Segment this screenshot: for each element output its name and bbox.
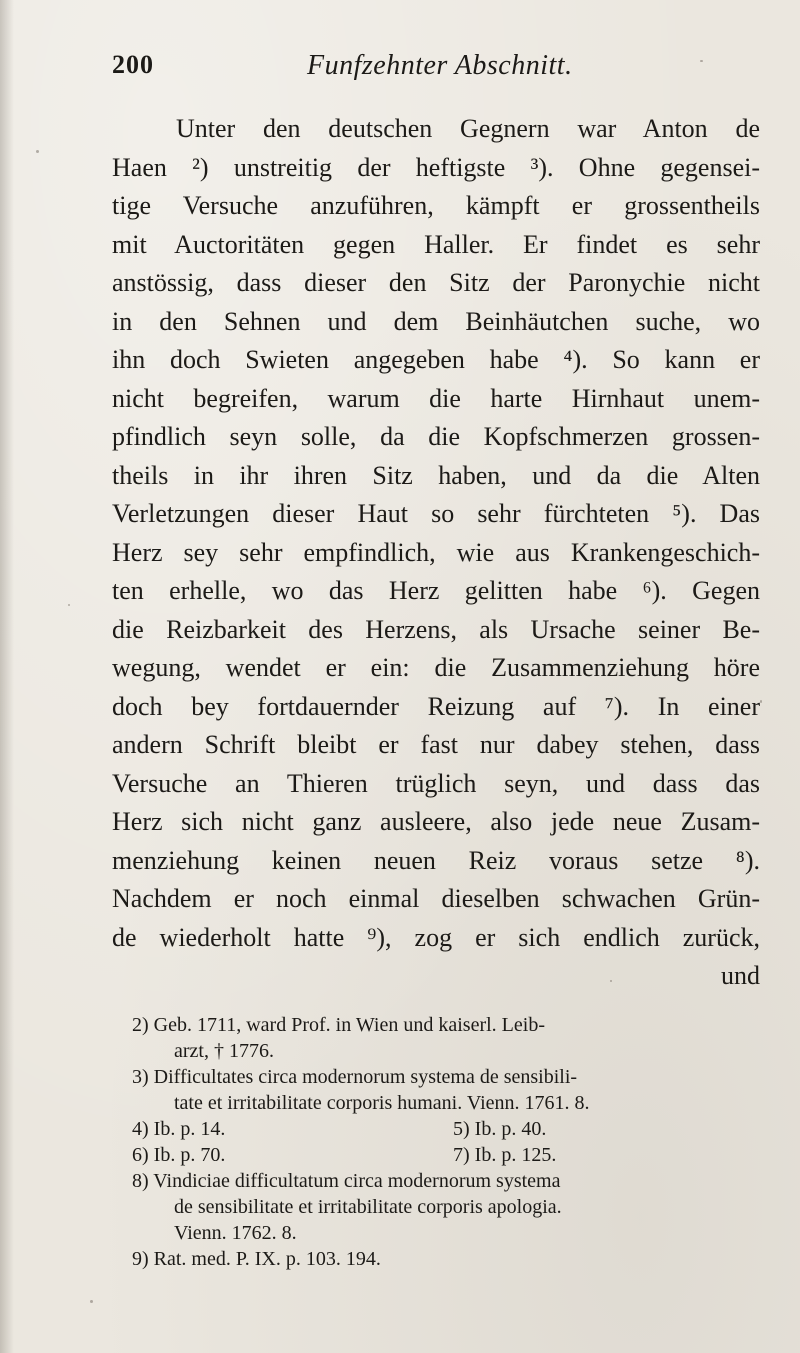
footnote-row-6-7: [118, 1142, 768, 1168]
paper-speck: [700, 60, 703, 62]
text-line: tige Versuche anzuführen, kämpft er grossentheils: [112, 191, 760, 220]
text-line: nicht begreifen, warum die harte Hirnhaut unem-: [112, 383, 760, 413]
text-line: mit Auctoritäten gegen Haller. Er findet es sehr: [112, 229, 760, 259]
running-head: Funfzehnter Abschnitt.: [307, 50, 573, 81]
text-line: Unter den deutschen Gegnern war Anton de: [176, 114, 760, 143]
text-line: Herz sich nicht ganz ausleere, also jede neue Zusam-: [112, 807, 760, 836]
paper-speck: [760, 700, 762, 703]
footnote-3-continued: tate et irritabilitate corporis humani. Vienn. 1761. 8.: [174, 1092, 590, 1114]
text-line: menziehung keinen neuen Reiz voraus setze ⁸).: [112, 845, 760, 875]
paper-speck: [36, 150, 39, 153]
footnote-8: 8) Vindiciae difficultatum circa modernorum systema: [132, 1170, 561, 1192]
catchword: und: [721, 961, 760, 990]
footnote-row-4-5: [118, 1116, 768, 1142]
text-line: Verletzungen dieser Haut so sehr fürchteten ⁵). Das: [112, 499, 760, 528]
footnote-3: 3) Difficultates circa modernorum systema de sensibili-: [132, 1066, 578, 1088]
text-line: wegung, wendet er ein: die Zusammenziehung höre: [112, 653, 760, 682]
footnote-2: 2) Geb. 1711, ward Prof. in Wien und kaiserl. Leib-: [132, 1014, 545, 1036]
text-line: Herz sey sehr empfindlich, wie aus Krankengeschich-: [112, 537, 760, 567]
footnote-8-continued: de sensibilitate et irritabilitate corporis apologia.: [174, 1196, 562, 1218]
text-line: de wiederholt hatte ⁹), zog er sich endlich zurück,: [112, 922, 760, 952]
text-line: ihn doch Swieten angegeben habe ⁴). So kann er: [112, 345, 760, 374]
text-line: pfindlich seyn solle, da die Kopfschmerzen grossen-: [112, 422, 760, 451]
footnotes-block: [118, 1012, 768, 1272]
main-text-block: [112, 110, 760, 996]
text-line: die Reizbarkeit des Herzens, als Ursache seiner Be-: [112, 614, 760, 644]
page-number: 200: [112, 50, 154, 79]
footnote-5: 5) Ib. p. 40.: [453, 1118, 547, 1140]
footnote-7: 7) Ib. p. 125.: [453, 1144, 557, 1166]
footnote-2-continued: arzt, † 1776.: [174, 1040, 274, 1062]
page-header: [112, 50, 672, 90]
footnote-4: 4) Ib. p. 14.: [132, 1118, 226, 1140]
paper-speck: [610, 980, 612, 982]
text-line: andern Schrift bleibt er fast nur dabey stehen, dass: [112, 730, 760, 759]
footnote-6: 6) Ib. p. 70.: [132, 1144, 226, 1166]
footnote-8-continued: Vienn. 1762. 8.: [174, 1222, 297, 1244]
paper-speck: [90, 1300, 93, 1303]
text-line: theils in ihr ihren Sitz haben, und da die Alten: [112, 460, 760, 490]
page-gutter-shadow: [0, 0, 14, 1353]
text-line: anstössig, dass dieser den Sitz der Paronychie nicht: [112, 268, 760, 297]
footnote-9: 9) Rat. med. P. IX. p. 103. 194.: [132, 1248, 381, 1270]
text-line: Nachdem er noch einmal dieselben schwachen Grün-: [112, 884, 760, 913]
text-line: Versuche an Thieren trüglich seyn, und dass das: [112, 768, 760, 798]
text-line: in den Sehnen und dem Beinhäutchen suche, wo: [112, 306, 760, 336]
text-line: ten erhelle, wo das Herz gelitten habe ⁶). Gegen: [112, 576, 760, 605]
paper-speck: [68, 604, 70, 606]
text-line: doch bey fortdauernder Reizung auf ⁷). In einer: [112, 691, 760, 721]
text-line: Haen ²) unstreitig der heftigste ³). Ohne gegensei-: [112, 152, 760, 182]
